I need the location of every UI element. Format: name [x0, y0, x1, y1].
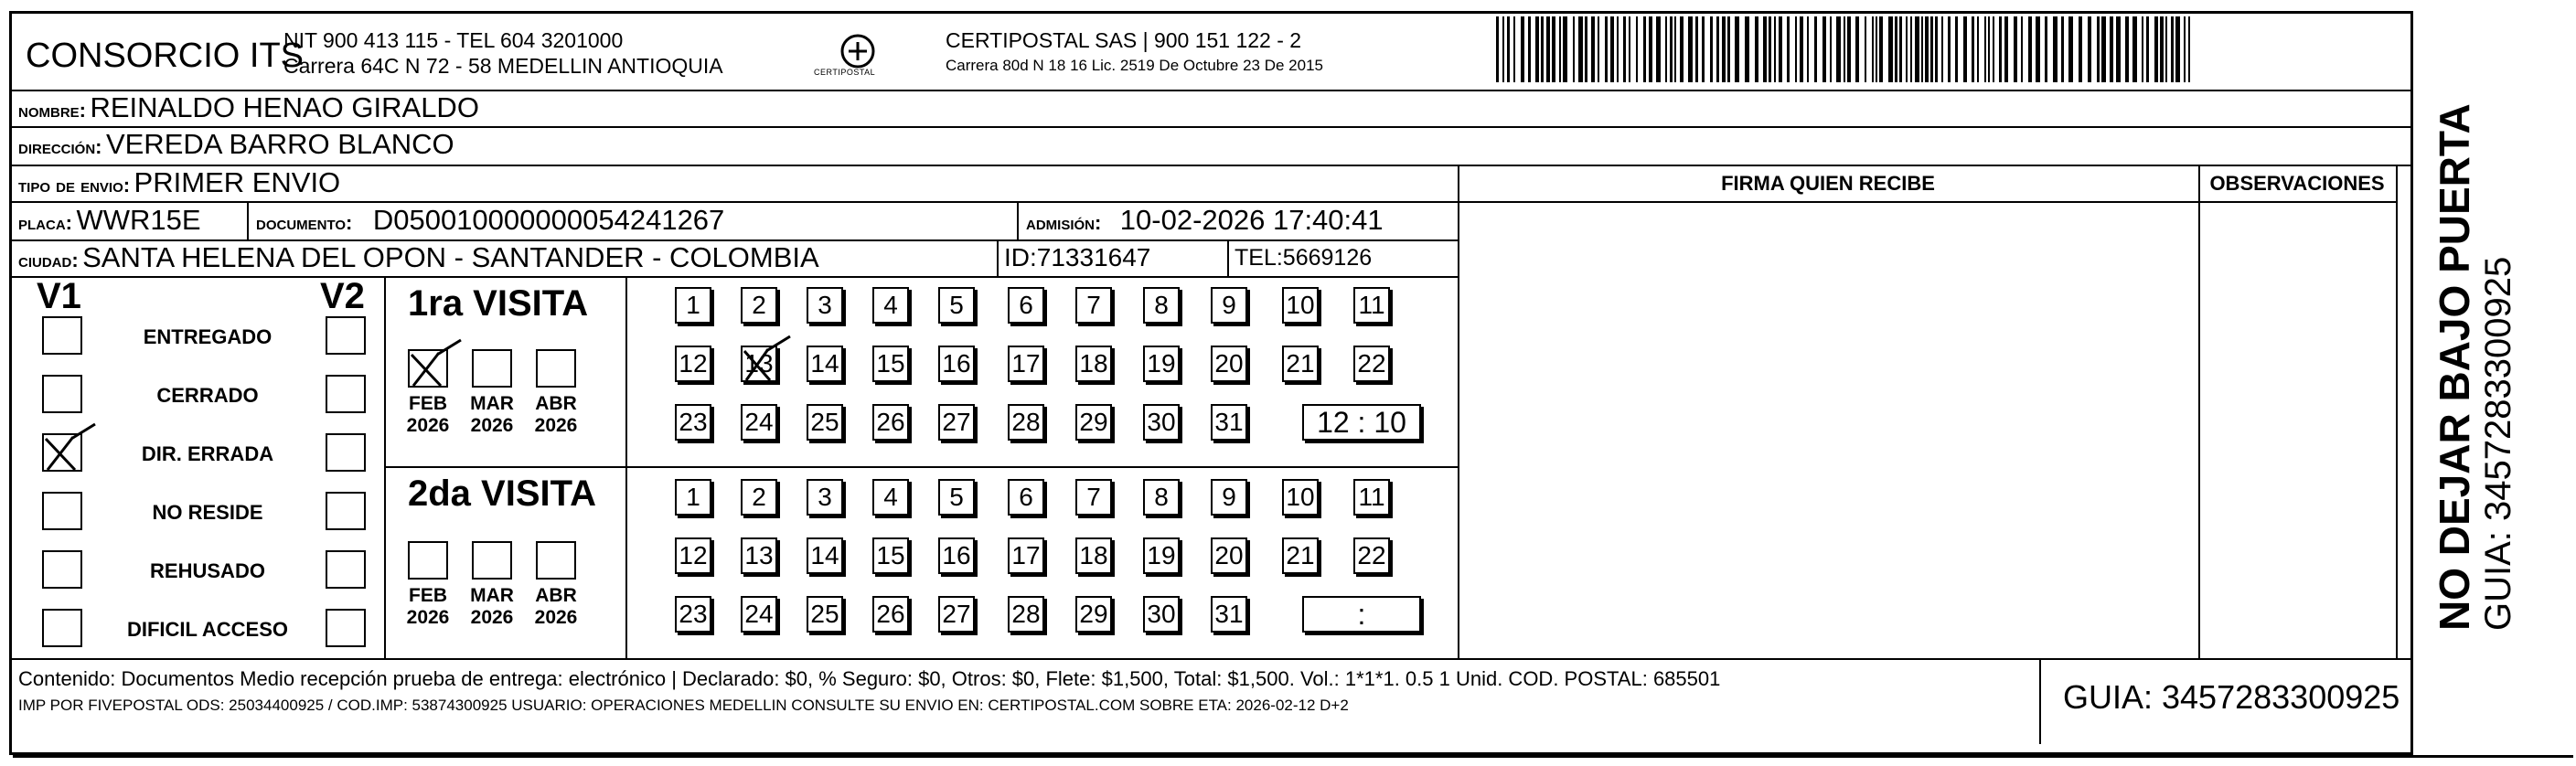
v1-checkbox[interactable] [42, 492, 82, 530]
tipo-row [18, 166, 340, 205]
time-box[interactable]: 12 : 10 [1302, 404, 1421, 441]
barcode-bar [1888, 16, 1893, 82]
year-label: 2026 [406, 415, 450, 436]
admision-label: admisión: [1026, 211, 1102, 234]
barcode-bar [1814, 16, 1817, 82]
barcode-bar [1702, 16, 1705, 82]
barcode-bar [1876, 16, 1877, 82]
barcode-bar [2188, 16, 2190, 82]
day-box[interactable]: 3 [807, 287, 843, 324]
barcode-bar [1972, 16, 1974, 82]
barcode-bar [1977, 16, 1979, 82]
documento-value: D050010000000054241267 [372, 204, 725, 236]
direccion-value: VEREDA BARRO BLANCO [105, 128, 454, 160]
company-info [283, 27, 723, 79]
v1-checkbox[interactable] [42, 550, 82, 589]
day-box[interactable]: 20 [1211, 346, 1247, 382]
barcode-bar [1988, 16, 1990, 82]
barcode-bar [1795, 16, 1797, 82]
barcode-bar [2116, 16, 2121, 82]
barcode-bar [2014, 16, 2017, 82]
day-box[interactable]: 13 [741, 537, 777, 574]
barcode-bar [1695, 16, 1698, 82]
day-box[interactable]: 14 [807, 346, 843, 382]
day-box[interactable]: 2 [741, 287, 777, 324]
day-box[interactable]: 7 [1075, 287, 1112, 324]
direccion-label: dirección: [18, 135, 102, 158]
day-box[interactable]: 18 [1075, 537, 1112, 574]
day-box[interactable]: 16 [938, 346, 975, 382]
side-guia: GUIA: 3457283300925 [2478, 256, 2518, 631]
month-checkbox[interactable] [536, 349, 576, 388]
barcode-bar [2142, 16, 2143, 82]
year-label: 2026 [534, 607, 578, 628]
barcode-bar [2165, 16, 2167, 82]
barcode-bar [1598, 16, 1599, 82]
day-box[interactable]: 24 [741, 596, 777, 633]
v2-checkbox[interactable] [326, 492, 366, 530]
ciudad-row [18, 241, 819, 280]
barcode-bar [1921, 16, 1923, 82]
no-dejar-warning: NO DEJAR BAJO PUERTA [2431, 103, 2478, 631]
status-label: REHUSADO [150, 559, 265, 582]
barcode-bar [1636, 16, 1638, 82]
barcode-bar [2028, 16, 2032, 82]
day-box[interactable]: 14 [807, 537, 843, 574]
barcode-bar [2061, 16, 2064, 82]
day-box[interactable]: 1 [675, 479, 711, 516]
month-label: FEB [409, 393, 447, 414]
month-checkbox[interactable] [472, 349, 512, 388]
barcode-bar [1800, 16, 1803, 82]
barcode-bar [1906, 16, 1908, 82]
day-box[interactable]: 16 [938, 537, 975, 574]
v2-header: V2 [320, 276, 365, 316]
barcode-bar [1769, 16, 1771, 82]
month-checkbox[interactable] [408, 541, 448, 580]
day-box[interactable]: 26 [872, 596, 909, 633]
v1-checkbox[interactable] [42, 609, 82, 647]
nombre-value: REINALDO HENAO GIRALDO [90, 91, 479, 123]
v1-checkbox[interactable] [42, 316, 82, 355]
barcode-bar [1755, 16, 1758, 82]
barcode-bar [1722, 16, 1726, 82]
barcode-bar [1502, 16, 1504, 82]
day-box[interactable]: 22 [1353, 346, 1390, 382]
day-box[interactable]: 19 [1143, 537, 1180, 574]
id-value: ID:71331647 [1004, 243, 1151, 271]
day-box[interactable]: 8 [1143, 287, 1180, 324]
day-box[interactable]: 15 [872, 346, 909, 382]
day-box[interactable]: 20 [1211, 537, 1247, 574]
company-name: CONSORCIO ITS [26, 37, 305, 75]
side-vertical-text [2431, 0, 2518, 631]
barcode-bar [2036, 16, 2040, 82]
documento-cell [256, 203, 724, 243]
barcode-bar [1643, 16, 1646, 82]
day-box[interactable]: 5 [938, 287, 975, 324]
barcode-bar [1535, 16, 1539, 82]
admision-value: 10-02-2026 17:40:41 [1119, 204, 1384, 236]
barcode-bar [1559, 16, 1561, 82]
barcode-bar [1774, 16, 1776, 82]
direccion-row [18, 128, 454, 166]
day-box[interactable]: 21 [1282, 537, 1319, 574]
cell-divider [1017, 203, 1019, 239]
certi-line2: Carrera 80d N 18 16 Lic. 2519 De Octubre 23 De 2015 [946, 57, 1323, 74]
barcode-bar [1528, 16, 1531, 82]
month-caption [529, 393, 583, 437]
day-box[interactable]: 23 [675, 596, 711, 633]
barcode-bar [1674, 16, 1676, 82]
day-box[interactable]: 12 [675, 346, 711, 382]
day-box[interactable]: 9 [1211, 287, 1247, 324]
day-box[interactable]: 30 [1143, 596, 1180, 633]
barcode-bar [2132, 16, 2137, 82]
admision-cell [1026, 203, 1384, 243]
footer-divider [12, 658, 2410, 660]
barcode-bar [1585, 16, 1587, 82]
nombre-row [18, 91, 479, 130]
day-box[interactable]: 19 [1143, 346, 1180, 382]
barcode-bar [1855, 16, 1859, 82]
address-line: Carrera 64C N 72 - 58 MEDELLIN ANTIOQUIA [283, 54, 723, 78]
barcode-bar [1710, 16, 1713, 82]
barcode-bar [2097, 16, 2100, 82]
day-box[interactable]: 22 [1353, 537, 1390, 574]
barcode-bar [1552, 16, 1555, 82]
day-box[interactable]: 6 [1008, 479, 1044, 516]
barcode-bar [1807, 16, 1809, 82]
day-box[interactable]: 30 [1143, 404, 1180, 441]
tipo-label: tipo de envio: [18, 174, 131, 197]
day-box[interactable]: 10 [1282, 479, 1319, 516]
certipostal-logo-icon [839, 33, 876, 69]
month-caption [401, 393, 455, 437]
day-box[interactable]: 3 [807, 479, 843, 516]
barcode-bar [1578, 16, 1583, 82]
day-box[interactable]: 2 [741, 479, 777, 516]
day-box[interactable]: 6 [1008, 287, 1044, 324]
logo-caption: CERTIPOSTAL [814, 68, 876, 77]
day-box[interactable]: 28 [1008, 596, 1044, 633]
status-label: DIFICIL ACCESO [126, 618, 288, 641]
day-box[interactable]: 7 [1075, 479, 1112, 516]
month-checkbox[interactable] [472, 541, 512, 580]
barcode-bar [1847, 16, 1851, 82]
row-divider [12, 165, 2410, 166]
barcode-bar [1872, 16, 1874, 82]
month-caption [465, 585, 519, 629]
placa-value: WWR15E [76, 204, 201, 236]
barcode-bar [1735, 16, 1739, 82]
barcode-bar [1617, 16, 1619, 82]
footer-print-line: IMP POR FIVEPOSTAL ODS: 25034400925 / COD.IMP: 53874300925 USUARIO: OPERACIONES MEDELLIN CONSULTE SU ENVIO EN: CERTIPOSTAL.COM SOBRE ETA: 2026-02-12 D+2 [18, 697, 1349, 714]
day-box[interactable]: 31 [1211, 404, 1247, 441]
v2-checkbox[interactable] [326, 375, 366, 413]
barcode-bar [1948, 16, 1951, 82]
barcode-bar [2175, 16, 2180, 82]
observaciones-left-border [2198, 166, 2200, 658]
status-label: ENTREGADO [143, 325, 273, 348]
day-box[interactable]: 4 [872, 287, 909, 324]
barcode-bar [1623, 16, 1626, 82]
row-divider [12, 276, 1459, 278]
barcode-bar [1899, 16, 1902, 82]
day-box[interactable]: 24 [741, 404, 777, 441]
tel-value: TEL:5669126 [1235, 245, 1373, 271]
day-box[interactable]: 27 [938, 404, 975, 441]
barcode-bar [2045, 16, 2047, 82]
barcode-bar [2068, 16, 2073, 82]
barcode-bar [1563, 16, 1567, 82]
v2-checkbox[interactable] [326, 316, 366, 355]
day-box[interactable]: 25 [807, 596, 843, 633]
barcode-bar [1993, 16, 1994, 82]
barcode-bar [1822, 16, 1826, 82]
barcode-bar [1865, 16, 1866, 82]
barcode-bar [1507, 16, 1510, 82]
first-visit-title: 1ra VISITA [408, 283, 589, 324]
month-checkbox[interactable] [536, 541, 576, 580]
nit-line: NIT 900 413 115 - TEL 604 3201000 [283, 28, 624, 52]
barcode-bar [1836, 16, 1841, 82]
barcode-bar [1610, 16, 1614, 82]
check-mark-icon [42, 433, 82, 472]
ciudad-label: ciudad: [18, 249, 79, 271]
day-box[interactable]: 17 [1008, 537, 1044, 574]
visit-separator [384, 466, 1459, 468]
barcode-bar [1496, 16, 1499, 82]
month-caption [465, 393, 519, 437]
day-box[interactable]: 18 [1075, 346, 1112, 382]
day-box[interactable]: 12 [675, 537, 711, 574]
barcode-bar [1930, 16, 1933, 82]
frame-shadow [13, 755, 2573, 758]
month-label: ABR [535, 585, 577, 606]
day-box[interactable]: 26 [872, 404, 909, 441]
barcode-bar [1895, 16, 1897, 82]
day-box[interactable]: 17 [1008, 346, 1044, 382]
barcode-bar [1763, 16, 1767, 82]
time-box[interactable]: : [1302, 596, 1421, 633]
barcode-bar [1665, 16, 1667, 82]
day-box[interactable]: 25 [807, 404, 843, 441]
nombre-label: nombre: [18, 99, 86, 122]
barcode-bar [2125, 16, 2129, 82]
barcode-bar [1999, 16, 2002, 82]
day-box[interactable]: 28 [1008, 404, 1044, 441]
v1-header: V1 [37, 276, 81, 316]
tipo-value: PRIMER ENVIO [134, 166, 341, 198]
footer-guia: GUIA: 3457283300925 [2063, 678, 2400, 716]
barcode-bar [2171, 16, 2174, 82]
status-label: DIR. ERRADA [141, 442, 274, 465]
check-mark-icon [408, 349, 448, 388]
barcode-bar [1915, 16, 1919, 82]
barcode-bar [1656, 16, 1661, 82]
barcode-bar [1844, 16, 1845, 82]
month-label: FEB [409, 585, 447, 606]
barcode-bar [1925, 16, 1929, 82]
barcode-bar [2101, 16, 2106, 82]
day-box[interactable]: 4 [872, 479, 909, 516]
v1-checkbox[interactable] [42, 375, 82, 413]
firma-left-border [1458, 166, 1459, 658]
v2-checkbox[interactable] [326, 433, 366, 472]
barcode-bar [1649, 16, 1652, 82]
barcode-bar [1670, 16, 1673, 82]
barcode-bar [2110, 16, 2113, 82]
barcode-bar [1680, 16, 1683, 82]
day-box[interactable]: 11 [1353, 479, 1390, 516]
cell-divider [997, 241, 999, 276]
barcode-bar [2079, 16, 2082, 82]
month-caption [401, 585, 455, 629]
month-label: ABR [535, 393, 577, 414]
barcode-bar [2160, 16, 2164, 82]
status-label: CERRADO [156, 384, 259, 407]
barcode-bar [1935, 16, 1938, 82]
month-label: MAR [470, 393, 514, 414]
day-box[interactable]: 9 [1211, 479, 1247, 516]
barcode-bar [2088, 16, 2091, 82]
barcode-bar [1716, 16, 1719, 82]
day-box[interactable]: 8 [1143, 479, 1180, 516]
day-box[interactable]: 13 [741, 346, 777, 382]
placa-label: placa: [18, 211, 72, 234]
footer-content-line: Contenido: Documentos Medio recepción prueba de entrega: electrónico | Declarado: $0, % Seguro: $0, Otros: $0, Flete: $1,500, Total: $1,500. Vol.: 1*1*1. 0.5 1 Unid. COD. POSTAL: 685501 [18, 667, 1721, 690]
barcode-bar [1513, 16, 1515, 82]
second-visit-title: 2da VISITA [408, 473, 596, 514]
barcode [1496, 16, 2195, 82]
day-box[interactable]: 31 [1211, 596, 1247, 633]
year-label: 2026 [470, 607, 514, 628]
day-box[interactable]: 29 [1075, 404, 1112, 441]
observaciones-header: OBSERVACIONES [2209, 172, 2385, 195]
barcode-bar [1830, 16, 1832, 82]
barcode-bar [1541, 16, 1544, 82]
firma-header: FIRMA QUIEN RECIBE [1721, 172, 1935, 195]
barcode-bar [1910, 16, 1912, 82]
year-label: 2026 [406, 607, 450, 628]
barcode-bar [1629, 16, 1630, 82]
day-box[interactable]: 1 [675, 287, 711, 324]
status-label: NO RESIDE [152, 501, 263, 524]
certipostal-info [946, 27, 1323, 79]
v2-checkbox[interactable] [326, 550, 366, 589]
observaciones-right-border [2396, 166, 2398, 658]
day-box[interactable]: 23 [675, 404, 711, 441]
barcode-bar [1605, 16, 1608, 82]
month-caption [529, 585, 583, 629]
barcode-bar [2004, 16, 2008, 82]
barcode-bar [1546, 16, 1550, 82]
day-box[interactable]: 21 [1282, 346, 1319, 382]
barcode-bar [1727, 16, 1730, 82]
barcode-bar [1688, 16, 1693, 82]
day-box[interactable]: 11 [1353, 287, 1390, 324]
barcode-bar [1955, 16, 1958, 82]
observaciones-header-line [2198, 201, 2398, 203]
barcode-bar [1521, 16, 1524, 82]
barcode-bar [1963, 16, 1967, 82]
barcode-bar [1573, 16, 1575, 82]
cell-divider [247, 203, 249, 239]
barcode-bar [1591, 16, 1595, 82]
v2-checkbox[interactable] [326, 609, 366, 647]
documento-label: documento: [256, 211, 353, 234]
barcode-bar [2021, 16, 2023, 82]
day-box[interactable]: 10 [1282, 287, 1319, 324]
day-box[interactable]: 15 [872, 537, 909, 574]
barcode-bar [2146, 16, 2149, 82]
barcode-bar [2184, 16, 2186, 82]
day-box[interactable]: 29 [1075, 596, 1112, 633]
check-mark-icon [741, 346, 777, 382]
ciudad-value: SANTA HELENA DEL OPON - SANTANDER - COLOMBIA [82, 241, 819, 273]
day-box[interactable]: 5 [938, 479, 975, 516]
barcode-bar [1787, 16, 1790, 82]
barcode-bar [1745, 16, 1749, 82]
month-label: MAR [470, 585, 514, 606]
barcode-bar [2154, 16, 2158, 82]
day-box[interactable]: 27 [938, 596, 975, 633]
barcode-bar [1984, 16, 1986, 82]
cell-divider [1227, 241, 1229, 276]
year-label: 2026 [534, 415, 578, 436]
barcode-bar [2053, 16, 2058, 82]
barcode-bar [1941, 16, 1943, 82]
barcode-bar [1779, 16, 1782, 82]
footer-guia-divider [2039, 658, 2041, 744]
placa-row [18, 203, 201, 243]
barcode-bar [1879, 16, 1883, 82]
certi-line1: CERTIPOSTAL SAS | 900 151 122 - 2 [946, 28, 1302, 52]
year-label: 2026 [470, 415, 514, 436]
